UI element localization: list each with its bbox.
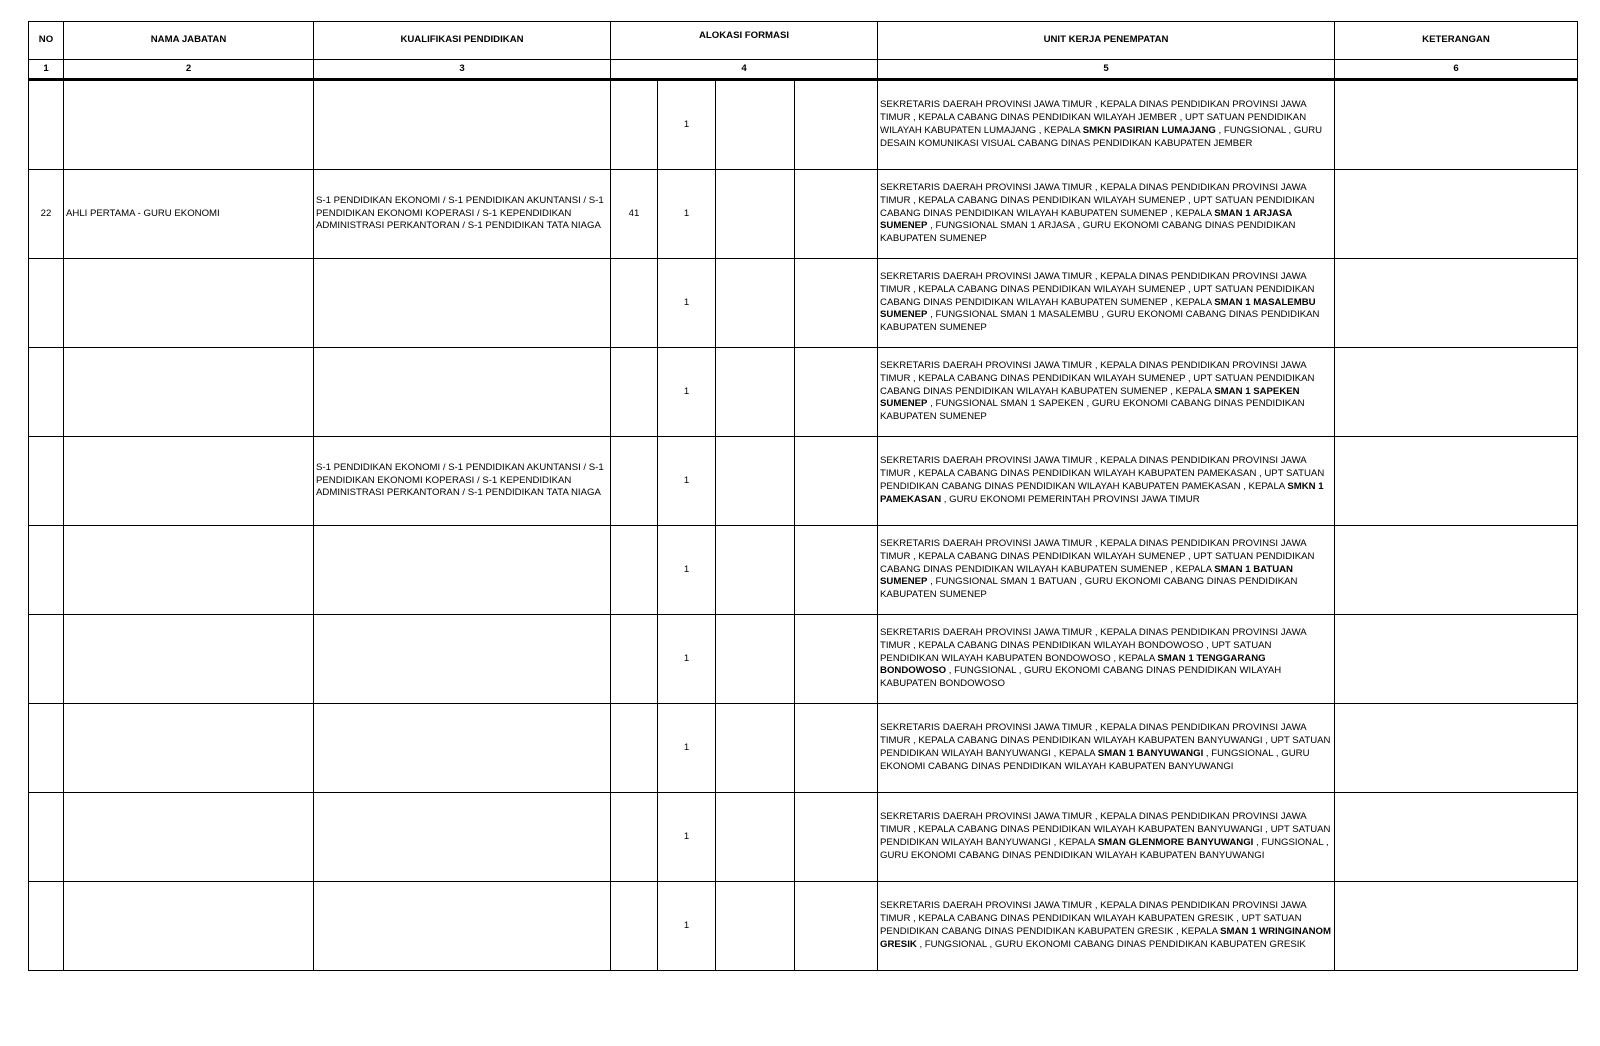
cell-alokasi-total: 41 — [611, 170, 658, 259]
cell-nama-jabatan — [64, 437, 314, 526]
unit-kerja-sekolah: SMKN PASIRIAN LUMAJANG — [1082, 125, 1216, 136]
table-row — [29, 704, 1578, 793]
cell-alokasi-empty — [795, 259, 878, 348]
cell-unit-kerja — [878, 704, 1335, 793]
cell-no — [29, 882, 64, 971]
cell-alokasi-jumlah: 1 — [658, 80, 716, 170]
header-unit-kerja: UNIT KERJA PENEMPATAN — [878, 22, 1335, 60]
unit-kerja-text: , FUNGSIONAL , GURU EKONOMI CABANG DINAS PENDIDIKAN WILAYAH KABUPATEN BONDOWOSO — [880, 665, 1282, 690]
cell-alokasi-total — [611, 615, 658, 704]
cell-no — [29, 437, 64, 526]
cell-keterangan — [1335, 80, 1578, 170]
cell-alokasi-empty — [795, 348, 878, 437]
table-row — [29, 259, 1578, 348]
unit-kerja-sekolah: SMAN 1 TENGGARANG BONDOWOSO — [880, 652, 1266, 677]
unit-kerja-text: SEKRETARIS DAERAH PROVINSI JAWA TIMUR , KEPALA DINAS PENDIDIKAN PROVINSI JAWA TIMUR , KEPALA CABANG DINAS PENDIDIKAN WILAYAH KABUPATEN BANYUWANGI , UPT SATUAN PENDIDIKAN WILAYAH BANYUWANGI , KEPALA — [880, 722, 1331, 759]
cell-alokasi-empty — [795, 526, 878, 615]
unit-kerja-text: , FUNGSIONAL SMAN 1 SAPEKEN , GURU EKONOMI CABANG DINAS PENDIDIKAN KABUPATEN SUMENEP — [880, 398, 1305, 423]
table-row — [29, 80, 1578, 170]
cell-nama-jabatan — [64, 348, 314, 437]
cell-kualifikasi — [314, 259, 611, 348]
cell-alokasi-empty — [716, 615, 795, 704]
cell-unit-kerja — [878, 80, 1335, 170]
column-number: 5 — [878, 60, 1335, 80]
cell-alokasi-empty — [716, 882, 795, 971]
cell-keterangan — [1335, 882, 1578, 971]
cell-alokasi-total — [611, 882, 658, 971]
unit-kerja-text: SEKRETARIS DAERAH PROVINSI JAWA TIMUR , KEPALA DINAS PENDIDIKAN PROVINSI JAWA TIMUR , KEPALA CABANG DINAS PENDIDIKAN WILAYAH JEMBER , UPT SATUAN PENDIDIKAN WILAYAH KABUPATEN LUMAJANG , KEPALA — [880, 99, 1307, 136]
cell-keterangan — [1335, 348, 1578, 437]
column-number: 2 — [64, 60, 314, 80]
unit-kerja-sekolah: SMAN 1 SAPEKEN SUMENEP — [880, 385, 1300, 410]
cell-unit-kerja — [878, 437, 1335, 526]
cell-unit-kerja — [878, 526, 1335, 615]
cell-alokasi-total — [611, 348, 658, 437]
table-row — [29, 526, 1578, 615]
cell-nama-jabatan — [64, 793, 314, 882]
cell-alokasi-jumlah: 1 — [658, 259, 716, 348]
header-kualifikasi: KUALIFIKASI PENDIDIKAN — [314, 22, 611, 60]
cell-alokasi-empty — [795, 615, 878, 704]
cell-alokasi-jumlah: 1 — [658, 526, 716, 615]
header-keterangan: KETERANGAN — [1335, 22, 1578, 60]
unit-kerja-text: SEKRETARIS DAERAH PROVINSI JAWA TIMUR , KEPALA DINAS PENDIDIKAN PROVINSI JAWA TIMUR , KEPALA CABANG DINAS PENDIDIKAN WILAYAH BONDOWOSO , UPT SATUAN PENDIDIKAN WILAYAH KABUPATEN BONDOWOSO , KEPALA — [880, 627, 1307, 664]
unit-kerja-text: , FUNGSIONAL , GURU EKONOMI CABANG DINAS PENDIDIKAN WILAYAH KABUPATEN BANYUWANGI — [880, 837, 1329, 861]
cell-alokasi-total — [611, 793, 658, 882]
cell-keterangan — [1335, 437, 1578, 526]
cell-no — [29, 704, 64, 793]
cell-keterangan — [1335, 793, 1578, 882]
cell-alokasi-empty — [716, 526, 795, 615]
unit-kerja-text: , GURU EKONOMI PEMERINTAH PROVINSI JAWA TIMUR — [941, 493, 1200, 505]
column-number: 3 — [314, 60, 611, 80]
table-row — [29, 793, 1578, 882]
cell-kualifikasi — [314, 80, 611, 170]
cell-alokasi-jumlah: 1 — [658, 615, 716, 704]
column-number: 6 — [1335, 60, 1578, 80]
cell-kualifikasi: S-1 PENDIDIKAN EKONOMI / S-1 PENDIDIKAN AKUNTANSI / S-1 PENDIDIKAN EKONOMI KOPERASI / S-1 KEPENDIDIKAN ADMINISTRASI PERKANTORAN / S-1 PENDIDIKAN TATA NIAGA — [314, 437, 611, 526]
table-row — [29, 615, 1578, 704]
cell-keterangan — [1335, 259, 1578, 348]
column-number-row — [29, 60, 1578, 80]
cell-alokasi-empty — [795, 882, 878, 971]
unit-kerja-sekolah: SMAN GLENMORE BANYUWANGI — [1097, 837, 1254, 848]
cell-no — [29, 526, 64, 615]
unit-kerja-sekolah: SMAN 1 BATUAN SUMENEP — [880, 563, 1293, 588]
formasi-table — [28, 21, 1578, 971]
column-number: 1 — [29, 60, 64, 80]
cell-nama-jabatan — [64, 526, 314, 615]
table-row — [29, 170, 1578, 259]
unit-kerja-text: , FUNGSIONAL , GURU EKONOMI CABANG DINAS PENDIDIKAN WILAYAH KABUPATEN BANYUWANGI — [880, 748, 1310, 772]
unit-kerja-text: SEKRETARIS DAERAH PROVINSI JAWA TIMUR , KEPALA DINAS PENDIDIKAN PROVINSI JAWA TIMUR , KEPALA CABANG DINAS PENDIDIKAN WILAYAH SUMENEP , UPT SATUAN PENDIDIKAN CABANG DINAS PENDIDIKAN WILAYAH KABUPATEN SUMENEP , KEPALA — [880, 538, 1315, 575]
table-row — [29, 437, 1578, 526]
cell-alokasi-total — [611, 80, 658, 170]
header-alokasi-formasi: ALOKASI FORMASI — [611, 22, 878, 60]
cell-alokasi-empty — [716, 793, 795, 882]
cell-alokasi-empty — [716, 348, 795, 437]
cell-alokasi-empty — [795, 170, 878, 259]
cell-alokasi-total — [611, 704, 658, 793]
unit-kerja-text: SEKRETARIS DAERAH PROVINSI JAWA TIMUR , KEPALA DINAS PENDIDIKAN PROVINSI JAWA TIMUR , KEPALA CABANG DINAS PENDIDIKAN WILAYAH KABUPATEN BANYUWANGI , UPT SATUAN PENDIDIKAN WILAYAH BANYUWANGI , KEPALA — [880, 811, 1331, 848]
unit-kerja-text: SEKRETARIS DAERAH PROVINSI JAWA TIMUR , KEPALA DINAS PENDIDIKAN PROVINSI JAWA TIMUR , KEPALA CABANG DINAS PENDIDIKAN WILAYAH SUMENEP , UPT SATUAN PENDIDIKAN CABANG DINAS PENDIDIKAN WILAYAH KABUPATEN SUMENEP , KEPALA — [880, 182, 1315, 219]
cell-no — [29, 348, 64, 437]
cell-alokasi-empty — [716, 437, 795, 526]
table-body — [29, 80, 1578, 971]
cell-unit-kerja — [878, 793, 1335, 882]
cell-alokasi-empty — [795, 80, 878, 170]
cell-kualifikasi — [314, 348, 611, 437]
unit-kerja-sekolah: SMKN 1 PAMEKASAN — [880, 481, 1324, 505]
cell-alokasi-jumlah: 1 — [658, 793, 716, 882]
cell-alokasi-total — [611, 526, 658, 615]
cell-nama-jabatan: AHLI PERTAMA - GURU EKONOMI — [64, 170, 314, 259]
header-row — [29, 22, 1578, 60]
unit-kerja-text: , FUNGSIONAL SMAN 1 ARJASA , GURU EKONOMI CABANG DINAS PENDIDIKAN KABUPATEN SUMENEP — [880, 220, 1296, 245]
cell-nama-jabatan — [64, 615, 314, 704]
cell-keterangan — [1335, 526, 1578, 615]
table-row — [29, 348, 1578, 437]
cell-alokasi-empty — [795, 704, 878, 793]
cell-unit-kerja — [878, 348, 1335, 437]
cell-no — [29, 615, 64, 704]
table-row — [29, 882, 1578, 971]
cell-alokasi-jumlah: 1 — [658, 704, 716, 793]
unit-kerja-sekolah: SMAN 1 ARJASA SUMENEP — [880, 207, 1292, 232]
cell-unit-kerja — [878, 259, 1335, 348]
cell-keterangan — [1335, 704, 1578, 793]
cell-no: 22 — [29, 170, 64, 259]
cell-alokasi-total — [611, 259, 658, 348]
cell-alokasi-empty — [716, 170, 795, 259]
cell-kualifikasi — [314, 882, 611, 971]
cell-alokasi-jumlah: 1 — [658, 437, 716, 526]
cell-nama-jabatan — [64, 80, 314, 170]
cell-kualifikasi — [314, 704, 611, 793]
unit-kerja-sekolah: SMAN 1 WRINGINANOM GRESIK — [880, 926, 1332, 950]
cell-alokasi-jumlah: 1 — [658, 170, 716, 259]
cell-nama-jabatan — [64, 259, 314, 348]
cell-keterangan — [1335, 170, 1578, 259]
unit-kerja-sekolah: SMAN 1 MASALEMBU SUMENEP — [880, 296, 1316, 321]
cell-no — [29, 793, 64, 882]
cell-keterangan — [1335, 615, 1578, 704]
unit-kerja-text: SEKRETARIS DAERAH PROVINSI JAWA TIMUR , KEPALA DINAS PENDIDIKAN PROVINSI JAWA TIMUR , KEPALA CABANG DINAS PENDIDIKAN WILAYAH SUMENEP , UPT SATUAN PENDIDIKAN CABANG DINAS PENDIDIKAN WILAYAH KABUPATEN SUMENEP , KEPALA — [880, 360, 1315, 397]
cell-alokasi-jumlah: 1 — [658, 882, 716, 971]
unit-kerja-text: , FUNGSIONAL SMAN 1 MASALEMBU , GURU EKONOMI CABANG DINAS PENDIDIKAN KABUPATEN SUMENEP — [880, 309, 1320, 334]
cell-unit-kerja — [878, 615, 1335, 704]
cell-alokasi-empty — [795, 793, 878, 882]
cell-nama-jabatan — [64, 704, 314, 793]
cell-alokasi-jumlah: 1 — [658, 348, 716, 437]
cell-alokasi-empty — [716, 259, 795, 348]
unit-kerja-text: SEKRETARIS DAERAH PROVINSI JAWA TIMUR , KEPALA DINAS PENDIDIKAN PROVINSI JAWA TIMUR , KEPALA CABANG DINAS PENDIDIKAN WILAYAH KABUPATEN GRESIK , UPT SATUAN PENDIDIKAN CABANG DINAS PENDIDIKAN KABUPATEN GRESIK , KEPALA — [880, 900, 1307, 937]
column-number: 4 — [611, 60, 878, 80]
cell-alokasi-empty — [716, 704, 795, 793]
cell-kualifikasi — [314, 793, 611, 882]
unit-kerja-text: , FUNGSIONAL , GURU DESAIN KOMUNIKASI VISUAL CABANG DINAS PENDIDIKAN KABUPATEN JEMBER — [880, 125, 1323, 149]
cell-alokasi-total — [611, 437, 658, 526]
cell-kualifikasi: S-1 PENDIDIKAN EKONOMI / S-1 PENDIDIKAN AKUNTANSI / S-1 PENDIDIKAN EKONOMI KOPERASI / S-1 KEPENDIDIKAN ADMINISTRASI PERKANTORAN / S-1 PENDIDIKAN TATA NIAGA — [314, 170, 611, 259]
cell-no — [29, 259, 64, 348]
cell-kualifikasi — [314, 526, 611, 615]
cell-unit-kerja — [878, 170, 1335, 259]
cell-no — [29, 80, 64, 170]
unit-kerja-text: SEKRETARIS DAERAH PROVINSI JAWA TIMUR , KEPALA DINAS PENDIDIKAN PROVINSI JAWA TIMUR , KEPALA CABANG DINAS PENDIDIKAN WILAYAH KABUPATEN PAMEKASAN , UPT SATUAN PENDIDIKAN CABANG DINAS PENDIDIKAN WILAYAH KABUPATEN PAMEKASAN , KEPALA — [880, 455, 1325, 492]
unit-kerja-text: , FUNGSIONAL , GURU EKONOMI CABANG DINAS PENDIDIKAN KABUPATEN GRESIK — [916, 938, 1306, 950]
header-nama-jabatan: NAMA JABATAN — [64, 22, 314, 60]
unit-kerja-sekolah: SMAN 1 BANYUWANGI — [1097, 748, 1204, 759]
header-no: NO — [29, 22, 64, 60]
unit-kerja-text: , FUNGSIONAL SMAN 1 BATUAN , GURU EKONOMI CABANG DINAS PENDIDIKAN KABUPATEN SUMENEP — [880, 576, 1298, 601]
unit-kerja-text: SEKRETARIS DAERAH PROVINSI JAWA TIMUR , KEPALA DINAS PENDIDIKAN PROVINSI JAWA TIMUR , KEPALA CABANG DINAS PENDIDIKAN WILAYAH SUMENEP , UPT SATUAN PENDIDIKAN CABANG DINAS PENDIDIKAN WILAYAH KABUPATEN SUMENEP , KEPALA — [880, 271, 1315, 308]
cell-unit-kerja — [878, 882, 1335, 971]
cell-alokasi-empty — [795, 437, 878, 526]
cell-kualifikasi — [314, 615, 611, 704]
cell-alokasi-empty — [716, 80, 795, 170]
cell-nama-jabatan — [64, 882, 314, 971]
